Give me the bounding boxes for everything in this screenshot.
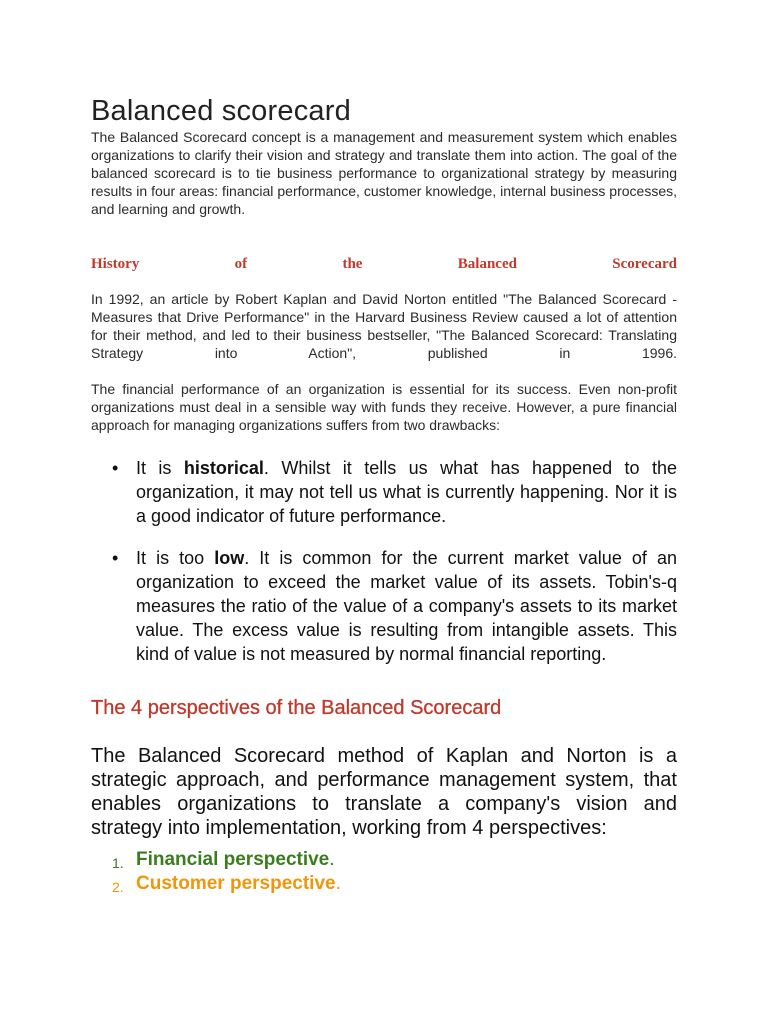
drawback-text: . It is common for the current market value of an organization to exceed the market value of its assets. Tobin's-q measures the ratio of the value of a company's assets to its market value. The excess value is resulting from intangible assets. This kind of value is not measured by normal financial reporting. bbox=[136, 548, 677, 664]
drawback-prefix: It is too bbox=[136, 548, 215, 568]
history-paragraph-1: In 1992, an article by Robert Kaplan and David Norton entitled "The Balanced Scorecard - Measures that Drive Performance" in the Harvard Business Review caused a lot of attention for their method, and led to their business bestseller, "The Balanced Scorecard: Translating Strategy into Action", published in 1996. bbox=[91, 291, 677, 361]
list-item bbox=[91, 456, 677, 528]
drawback-keyword: low bbox=[214, 548, 245, 568]
list-number: 1. bbox=[112, 855, 124, 871]
list-item bbox=[91, 546, 677, 666]
drawbacks-list bbox=[91, 456, 677, 666]
intro-paragraph: The Balanced Scorecard concept is a management and measurement system which enables organizations to clarify their vision and strategy and translate them into action. The goal of the balanced scorecard is to tie business performance to organizational strategy by measuring results in four areas: financial performance, customer knowledge, internal business processes, and learning and growth. bbox=[91, 129, 677, 217]
bullet-icon: • bbox=[112, 458, 119, 478]
drawback-keyword: historical bbox=[183, 458, 264, 478]
perspective-suffix: . bbox=[335, 873, 341, 894]
page-title: Balanced scorecard bbox=[91, 95, 351, 127]
list-item bbox=[91, 848, 677, 872]
bullet-icon: • bbox=[112, 548, 119, 568]
perspective-label: Financial perspective bbox=[136, 849, 330, 870]
drawback-text: . Whilst it tells us what has happened to the organization, it may not tell us what is currently happening. Nor it is a good indicator of future performance. bbox=[136, 458, 677, 526]
perspectives-list bbox=[91, 848, 677, 896]
perspective-suffix: . bbox=[329, 849, 335, 870]
drawback-prefix: It is bbox=[136, 458, 184, 478]
perspective-label: Customer perspective bbox=[136, 873, 336, 894]
history-paragraph-2: The financial performance of an organization is essential for its success. Even non-profit organizations must deal in a sensible way with funds they receive. However, a pure financial approach for managing organizations suffers from two drawbacks: bbox=[91, 381, 677, 433]
document-content bbox=[91, 94, 677, 896]
list-item bbox=[91, 872, 677, 896]
perspectives-heading: The 4 perspectives of the Balanced Scorecard bbox=[91, 697, 502, 719]
history-heading: History of the Balanced Scorecard bbox=[91, 256, 677, 272]
list-number: 2. bbox=[112, 879, 124, 895]
perspectives-paragraph: The Balanced Scorecard method of Kaplan and Norton is a strategic approach, and performance management system, that enables organizations to translate a company's vision and strategy into implementation, working from 4 perspectives: bbox=[91, 745, 677, 839]
